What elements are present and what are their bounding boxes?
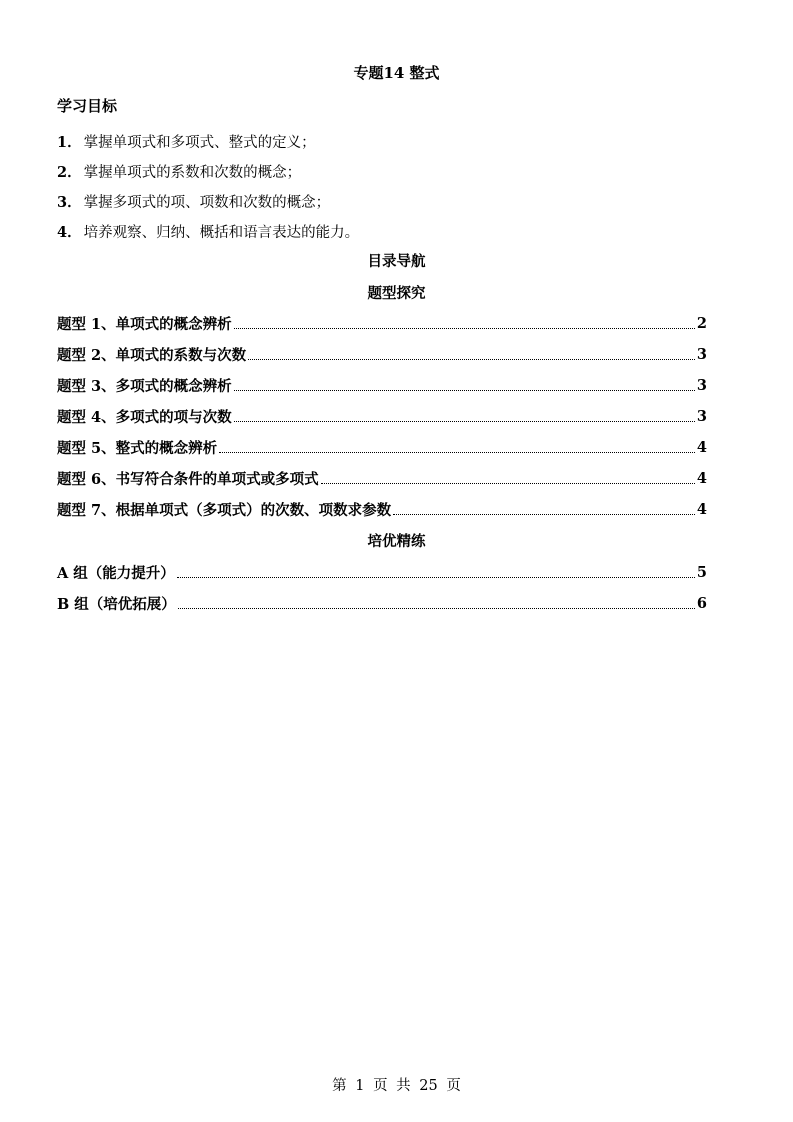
toc-entry-page: 2	[696, 315, 707, 332]
page-footer: 第 1 页 共 25 页	[332, 1078, 461, 1094]
learning-goal-item	[57, 126, 737, 156]
toc-entry[interactable]	[57, 339, 707, 370]
toc-entry[interactable]	[57, 588, 707, 619]
toc-entry-label: 题型 1、单项式的概念辨析	[57, 316, 232, 333]
toc-list-question-types	[57, 308, 707, 525]
toc-entry-label: 题型 3、多项式的概念辨析	[57, 378, 232, 395]
toc-entry[interactable]	[57, 463, 707, 494]
toc-entry-page: 4	[696, 470, 707, 487]
toc-entry-label: A 组（能力提升）	[57, 565, 175, 582]
learning-goal-item	[57, 156, 737, 186]
toc-list-practice	[57, 557, 707, 619]
toc-dot-leader	[234, 328, 695, 329]
toc-dot-leader	[321, 483, 695, 484]
toc-entry-page: 3	[696, 377, 707, 394]
toc-entry[interactable]	[57, 557, 707, 588]
toc-entry-page: 5	[696, 564, 707, 581]
toc-entry[interactable]	[57, 432, 707, 463]
learning-goal-text: 掌握单项式和多项式、整式的定义；	[83, 134, 316, 151]
learning-goal-number: 4．	[57, 223, 82, 241]
toc-dot-leader	[178, 608, 695, 609]
toc-dot-leader	[234, 390, 695, 391]
toc-section-heading-question-types: 题型探究	[367, 285, 426, 302]
toc-dot-leader	[393, 514, 695, 515]
toc-entry-label: B 组（培优拓展）	[57, 596, 176, 613]
toc-entry-page: 3	[696, 408, 707, 425]
learning-goal-number: 3．	[57, 193, 82, 211]
toc-entry[interactable]	[57, 308, 707, 339]
toc-entry-page: 4	[696, 501, 707, 518]
toc-section-heading-practice: 培优精练	[367, 533, 426, 550]
learning-goals-list	[57, 126, 737, 246]
toc-entry[interactable]	[57, 401, 707, 432]
learning-goal-text: 培养观察、归纳、概括和语言表达的能力。	[83, 224, 360, 241]
toc-entry-label: 题型 2、单项式的系数与次数	[57, 347, 247, 364]
document-title: 专题14 整式	[353, 64, 440, 82]
learning-goal-number: 2．	[57, 163, 82, 181]
learning-goal-number: 1．	[57, 133, 82, 151]
toc-entry-label: 题型 7、根据单项式（多项式）的次数、项数求参数	[57, 502, 392, 519]
toc-dot-leader	[248, 359, 695, 360]
learning-goal-item	[57, 186, 737, 216]
learning-goals-heading: 学习目标	[57, 97, 118, 115]
toc-entry-page: 4	[696, 439, 707, 456]
learning-goal-item	[57, 216, 737, 246]
toc-entry-label: 题型 6、书写符合条件的单项式或多项式	[57, 471, 319, 488]
toc-dot-leader	[219, 452, 695, 453]
toc-dot-leader	[234, 421, 695, 422]
toc-entry-page: 3	[696, 346, 707, 363]
toc-entry-label: 题型 4、多项式的项与次数	[57, 409, 232, 426]
toc-entry-label: 题型 5、整式的概念辨析	[57, 440, 218, 457]
toc-dot-leader	[177, 577, 695, 578]
toc-heading: 目录导航	[367, 253, 426, 270]
toc-entry[interactable]	[57, 494, 707, 525]
toc-entry-page: 6	[696, 595, 707, 612]
toc-entry[interactable]	[57, 370, 707, 401]
learning-goal-text: 掌握多项式的项、项数和次数的概念；	[83, 194, 331, 211]
learning-goal-text: 掌握单项式的系数和次数的概念；	[83, 164, 302, 181]
